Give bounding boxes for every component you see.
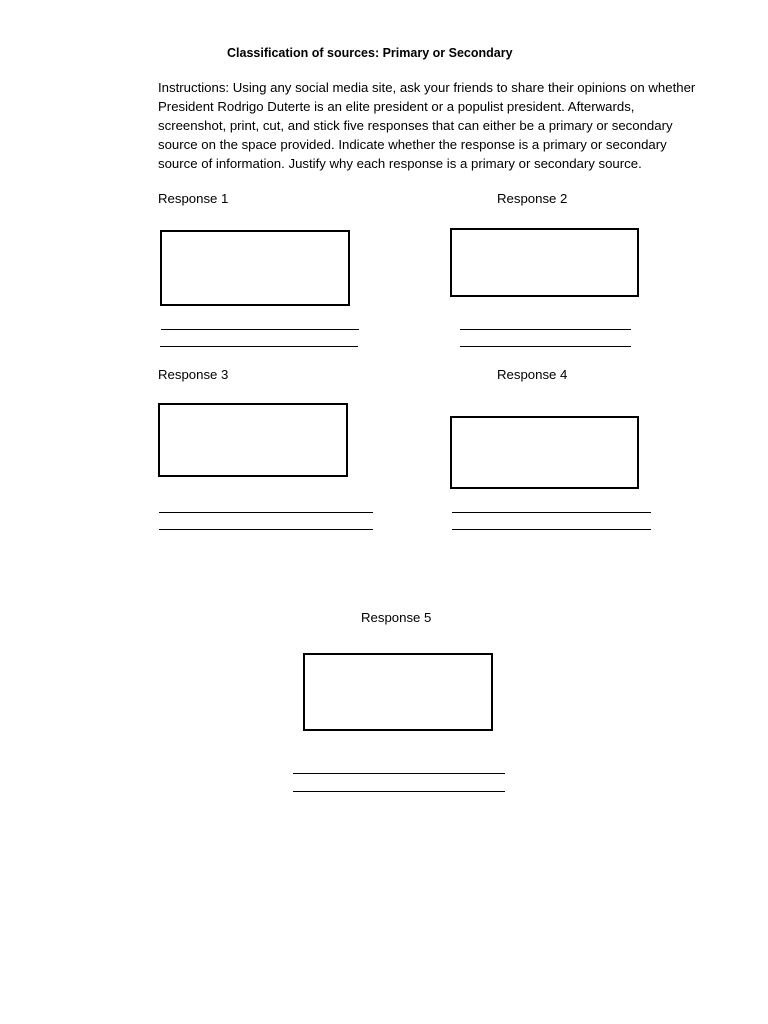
response-3-answer-line — [159, 512, 373, 513]
response-5-answer-line — [293, 773, 505, 774]
instructions-line: President Rodrigo Duterte is an elite president or a populist president. Afterwards, — [158, 99, 635, 114]
response-5-box — [303, 653, 493, 731]
response-3-box — [158, 403, 348, 477]
response-2-box — [450, 228, 639, 297]
worksheet-title: Classification of sources: Primary or Secondary — [227, 46, 513, 60]
response-2-answer-line — [460, 329, 631, 330]
instructions-line: source of information. Justify why each response is a primary or secondary source. — [158, 156, 642, 171]
response-3-label: Response 3 — [158, 367, 229, 382]
response-4-box — [450, 416, 639, 489]
response-1-answer-line — [160, 346, 358, 347]
instructions-paragraph — [158, 78, 738, 173]
response-4-answer-line — [452, 512, 651, 513]
response-5-answer-line — [293, 791, 505, 792]
response-4-label: Response 4 — [497, 367, 568, 382]
response-5-label: Response 5 — [361, 610, 432, 625]
response-3-answer-line — [159, 529, 373, 530]
instructions-line: source on the space provided. Indicate whether the response is a primary or secondary — [158, 137, 667, 152]
response-1-box — [160, 230, 350, 306]
response-4-answer-line — [452, 529, 651, 530]
response-2-answer-line — [460, 346, 631, 347]
instructions-line: screenshot, print, cut, and stick five responses that can either be a primary or secondary — [158, 118, 673, 133]
response-2-label: Response 2 — [497, 191, 568, 206]
response-1-answer-line — [161, 329, 359, 330]
response-1-label: Response 1 — [158, 191, 229, 206]
instructions-line: Instructions: Using any social media site, ask your friends to share their opinions on whether — [158, 80, 696, 95]
